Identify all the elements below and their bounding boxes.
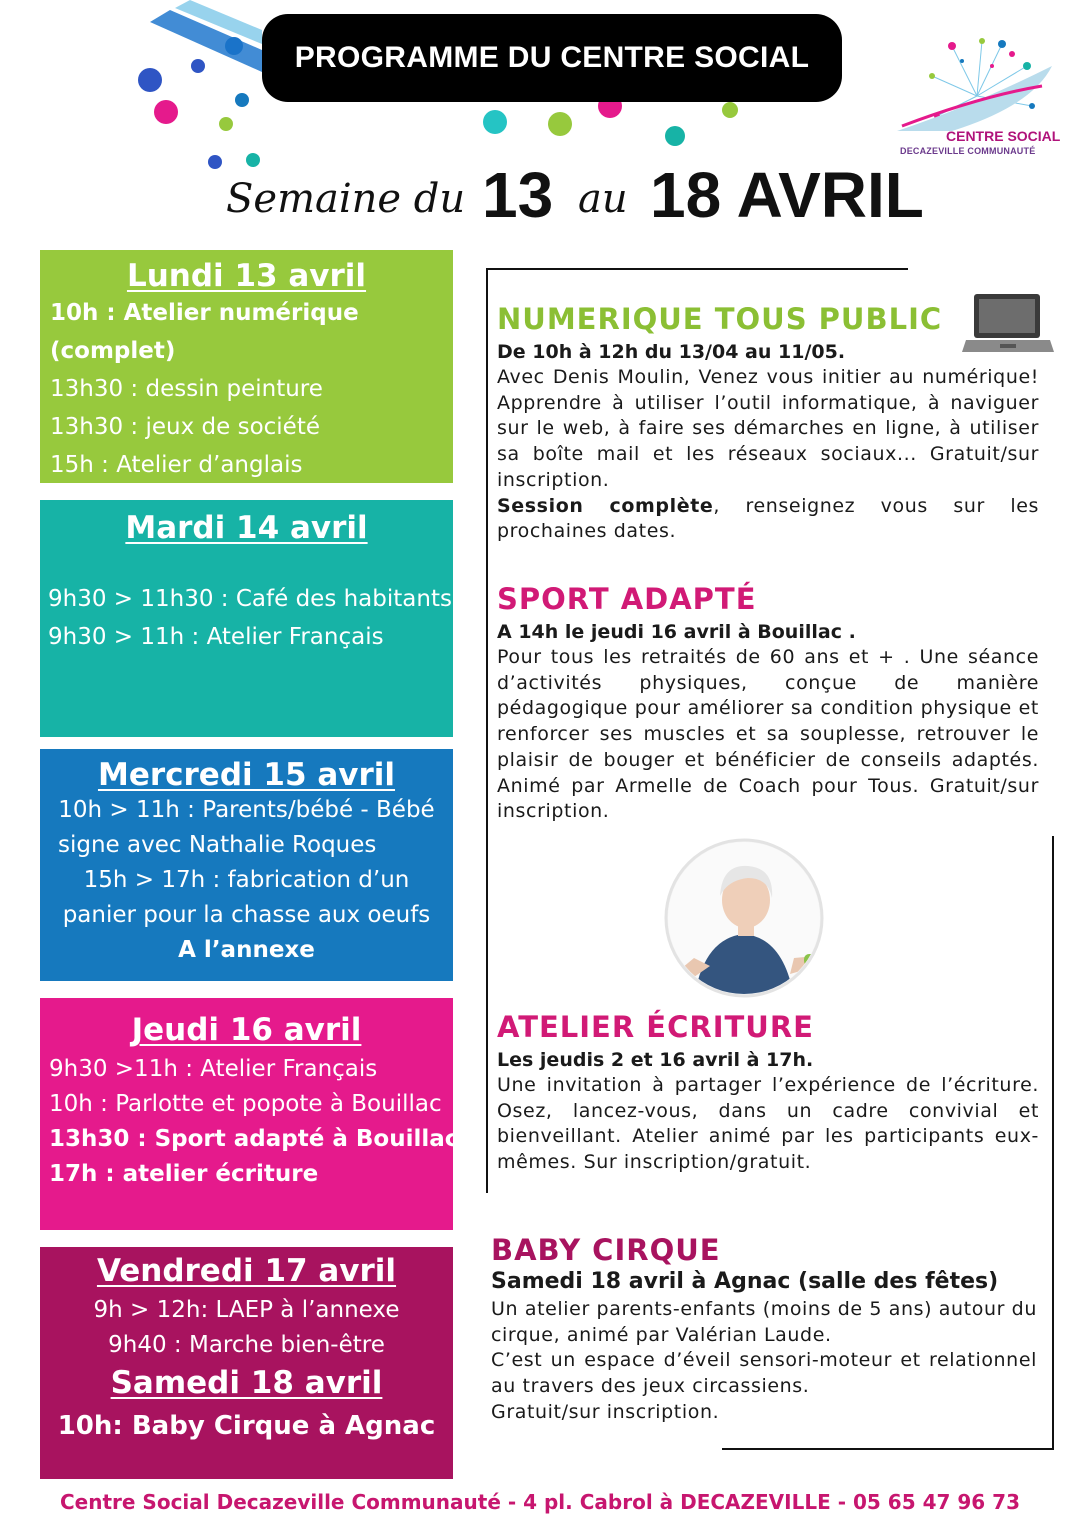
jeudi-line-4: 17h : atelier écriture bbox=[49, 1161, 319, 1187]
day-title-lundi: Lundi 13 avril bbox=[126, 258, 367, 294]
mardi-line-1: 9h30 > 11h30 : Café des habitants bbox=[48, 586, 452, 612]
mercredi-line-4: panier pour la chasse aux oeufs bbox=[62, 902, 431, 928]
program-title: PROGRAMME DU CENTRE SOCIAL bbox=[262, 14, 842, 102]
lundi-line-4: 13h30 : jeux de société bbox=[50, 414, 320, 440]
week-heading bbox=[226, 150, 986, 230]
week-start: 13 bbox=[482, 159, 554, 231]
cirque-body-3: Gratuit/sur inscription. bbox=[491, 1400, 720, 1423]
jeudi-line-1: 9h30 >11h : Atelier Français bbox=[49, 1056, 378, 1082]
panel-border-left bbox=[486, 268, 488, 1193]
sport-body: Pour tous les retraités de 60 ans et + . Une séance d’activités physiques, conçue de manière pédagogique pour améliorer sa condition physique et renforcer ses muscles et sa souplesse, retrouver le plaisir de bouger et bénéficier de conseils adaptés. Animé par Armelle de Coach pour Tous. Gratuit/sur inscription. bbox=[497, 646, 1039, 823]
day-title-samedi: Samedi 18 avril bbox=[110, 1365, 383, 1401]
lundi-line-3: 13h30 : dessin peinture bbox=[50, 376, 323, 402]
ecriture-subtitle: Les jeudis 2 et 16 avril à 17h. bbox=[497, 1049, 814, 1071]
samedi-line-1: 10h: Baby Cirque à Agnac bbox=[57, 1411, 436, 1441]
day-title-mardi: Mardi 14 avril bbox=[125, 510, 368, 546]
ecriture-heading: ATELIER ÉCRITURE bbox=[497, 1010, 814, 1044]
section-sport bbox=[497, 582, 1039, 825]
day-box-jeudi bbox=[40, 998, 459, 1230]
day-title-jeudi: Jeudi 16 avril bbox=[131, 1012, 362, 1048]
decorative-dots-lower bbox=[300, 96, 740, 156]
numerique-body-end: , renseignez vous sur les prochaines dates. bbox=[497, 494, 1040, 543]
panel-border-bottom bbox=[722, 1448, 1054, 1450]
jeudi-line-2: 10h : Parlotte et popote à Bouillac bbox=[49, 1091, 442, 1117]
vendredi-line-1: 9h > 12h: LAEP à l’annexe bbox=[93, 1297, 400, 1323]
section-cirque bbox=[491, 1233, 1037, 1426]
sport-heading: SPORT ADAPTÉ bbox=[497, 582, 757, 616]
lundi-line-2: (complet) bbox=[50, 338, 176, 364]
cirque-heading: BABY CIRQUE bbox=[491, 1233, 721, 1267]
numerique-subtitle: De 10h à 12h du 13/04 au 11/05. bbox=[497, 341, 846, 363]
week-prefix: Semaine du bbox=[226, 176, 466, 222]
numerique-body bbox=[497, 365, 1039, 545]
logo-title: CENTRE SOCIAL bbox=[946, 128, 1061, 144]
day-box-lundi bbox=[40, 250, 453, 483]
mercredi-line-1: 10h > 11h : Parents/bébé - Bébé bbox=[58, 797, 435, 823]
week-end: 18 AVRIL bbox=[650, 159, 924, 231]
footer-address: Centre Social Decazeville Communauté - 4 pl. Cabrol à DECAZEVILLE - 05 65 47 96 73 bbox=[60, 1490, 1020, 1514]
cirque-body-1: Un atelier parents-enfants (moins de 5 ans) autour du cirque, animé par Valérian Laude. bbox=[491, 1298, 1037, 1346]
numerique-heading: NUMERIQUE TOUS PUBLIC bbox=[497, 302, 943, 336]
ecriture-body: Une invitation à partager l’expérience de l’écriture. Osez, lancez-vous, dans un cadre convivial et bienveillant. Atelier animé par les participants eux-mêmes. Sur inscription/gratuit. bbox=[497, 1074, 1039, 1174]
sport-subtitle: A 14h le jeudi 16 avril à Bouillac . bbox=[497, 621, 856, 643]
day-box-vendredi bbox=[40, 1247, 453, 1479]
section-ecriture bbox=[497, 1010, 1039, 1176]
week-mid: au bbox=[578, 176, 628, 222]
jeudi-line-3: 13h30 : Sport adapté à Bouillac bbox=[49, 1126, 459, 1152]
day-title-mercredi: Mercredi 15 avril bbox=[97, 757, 396, 793]
cirque-subtitle: Samedi 18 avril à Agnac (salle des fêtes) bbox=[491, 1269, 999, 1294]
panel-border-right bbox=[1052, 836, 1054, 1450]
numerique-body-bold: Session complète bbox=[497, 494, 714, 517]
day-box-mardi bbox=[40, 500, 453, 737]
mercredi-line-3: 15h > 17h : fabrication d’un bbox=[83, 867, 410, 893]
day-title-vendredi: Vendredi 17 avril bbox=[96, 1253, 397, 1289]
mercredi-line-5: A l’annexe bbox=[178, 937, 315, 963]
vendredi-line-2: 9h40 : Marche bien-être bbox=[108, 1332, 385, 1358]
numerique-body-text: Avec Denis Moulin, Venez vous initier au numérique! Apprendre à utiliser l’outil informatique, à naviguer sur le web, à faire ses démarches en ligne, à utiliser sa boîte mail et les réseaux sociaux... Gratuit/sur inscription. bbox=[497, 366, 1039, 491]
logo-subtitle: DECAZEVILLE COMMUNAUTÉ bbox=[900, 146, 1036, 156]
section-numerique bbox=[497, 302, 1039, 545]
lundi-line-1: 10h : Atelier numérique bbox=[50, 300, 359, 326]
mardi-line-2: 9h30 > 11h : Atelier Français bbox=[48, 624, 384, 650]
panel-border-top bbox=[486, 268, 908, 270]
cirque-body-2: C’est un espace d’éveil sensori-moteur et relationnel au travers des jeux circassiens. bbox=[491, 1349, 1037, 1398]
lundi-line-5: 15h : Atelier d’anglais bbox=[50, 452, 303, 478]
mercredi-line-2: signe avec Nathalie Roques bbox=[58, 832, 377, 858]
day-box-mercredi bbox=[40, 749, 453, 981]
senior-exercise-photo bbox=[664, 838, 824, 998]
